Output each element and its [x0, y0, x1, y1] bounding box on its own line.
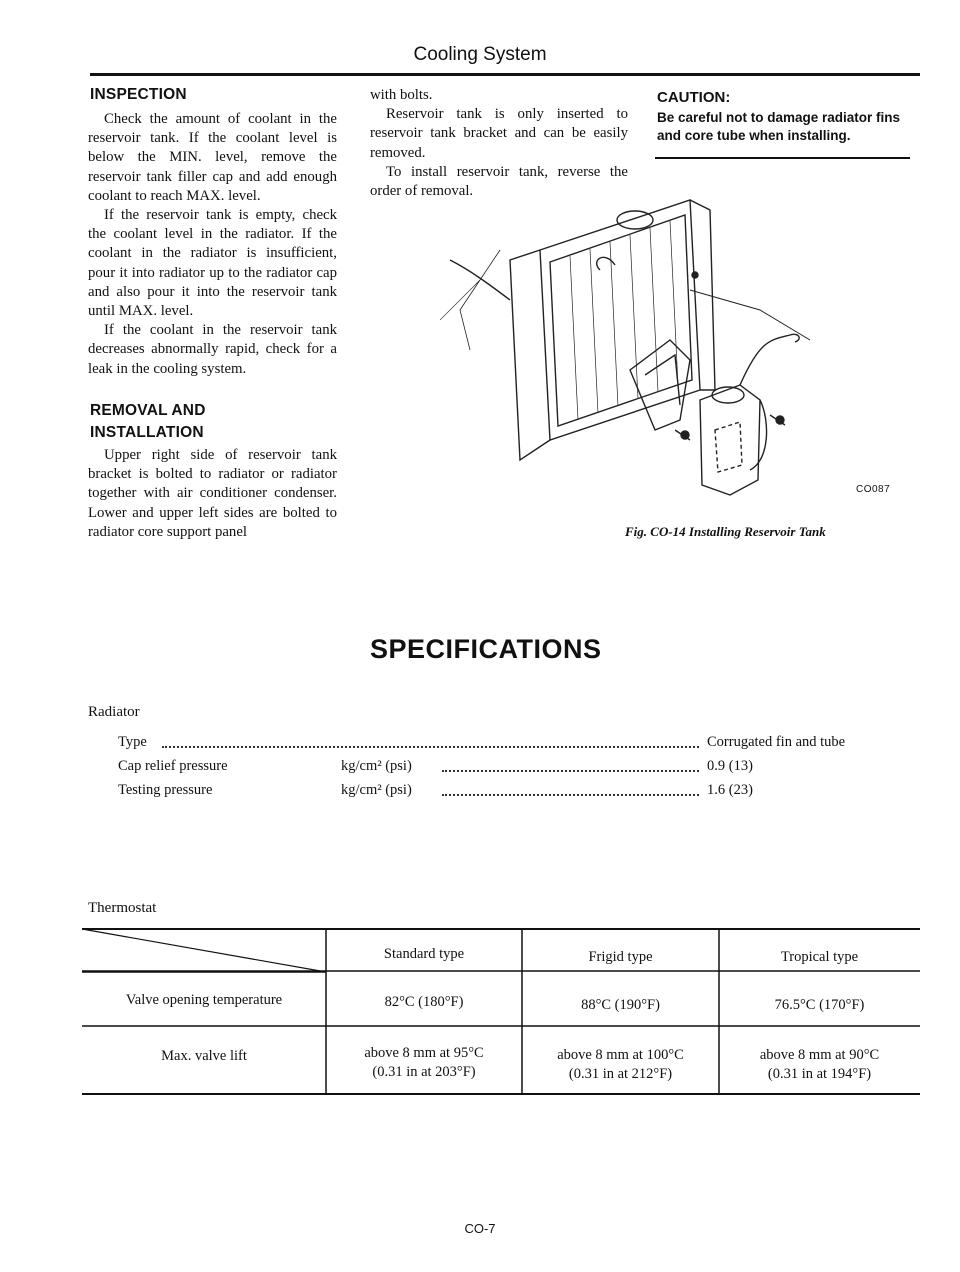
cell-line: (0.31 in at 203°F)	[372, 1064, 476, 1080]
spec-row-name: Testing pressure	[118, 782, 213, 798]
column-header-frigid: Frigid type	[588, 949, 653, 965]
spec-row-name: Type	[118, 734, 147, 750]
radiator-label: Radiator	[88, 704, 140, 720]
removal-paragraph: Upper right side of reservoir tank bracket is bolted to radiator or radiator together with air conditioner condenser. Lower and upper left sides are bolted to radiator core support panel	[88, 447, 337, 540]
cell-line: (0.31 in at 212°F)	[568, 1066, 673, 1082]
leader-dots	[442, 770, 699, 772]
caution-heading: CAUTION:	[657, 89, 731, 106]
spec-row-value: Corrugated fin and tube	[707, 734, 846, 750]
cell-value: 82°C (180°F)	[384, 994, 464, 1010]
leader-dots	[442, 794, 699, 796]
header-rule	[90, 73, 920, 76]
spec-row-name: Cap relief pressure	[118, 758, 228, 774]
cell-value: 88°C (190°F)	[581, 997, 660, 1013]
removal-heading-line2: INSTALLATION	[90, 424, 204, 441]
removal-text	[88, 446, 337, 542]
column-header-tropical: Tropical type	[780, 949, 859, 965]
removal-heading-line1: REMOVAL AND	[90, 402, 206, 419]
cell-value: 76.5°C (170°F)	[774, 997, 865, 1013]
specifications-title: SPECIFICATIONS	[370, 634, 602, 664]
cell-line: (0.31 in at 194°F)	[767, 1066, 872, 1082]
spec-row-unit: kg/cm² (psi)	[341, 758, 412, 774]
inspection-paragraph: If the coolant in the reservoir tank decreases abnormally rapid, check for a leak in the cooling system.	[88, 322, 337, 377]
caution-text: Be careful not to damage radiator fins and core tube when installing.	[657, 110, 901, 143]
thermostat-label: Thermostat	[88, 900, 157, 916]
radiator-cap	[617, 211, 653, 229]
caution-rule	[655, 157, 910, 159]
cell-value	[719, 1046, 920, 1084]
inspection-paragraph: Check the amount of coolant in the reservoir tank. If the coolant level is below the MIN. level, remove the reservoir tank filler cap and add enough coolant to reach MAX. level.	[88, 111, 337, 204]
cell-line: above 8 mm at 90°C	[759, 1047, 880, 1063]
middle-paragraph: Reservoir tank is only inserted to reservoir tank bracket and can be easily removed.	[370, 106, 628, 161]
figure-caption: Fig. CO-14 Installing Reservoir Tank	[625, 524, 826, 539]
reservoir-bracket	[630, 340, 690, 430]
reservoir-tank-illustration	[440, 190, 820, 510]
inspection-paragraph: If the reservoir tank is empty, check the coolant level in the radiator. If the coolant in the radiator is insufficient, pour it into radiator up to the radiator cap and also pour it into the reservoir tank until MAX. level.	[88, 207, 337, 320]
reservoir-tank	[700, 385, 760, 495]
figure-code: CO087	[856, 484, 891, 495]
inspection-text	[88, 110, 337, 379]
spec-row-unit: kg/cm² (psi)	[341, 782, 412, 798]
inspection-heading: INSPECTION	[90, 86, 187, 103]
column-header-standard: Standard type	[383, 946, 465, 962]
row-label-max-valve-lift: Max. valve lift	[161, 1048, 247, 1064]
spec-row-value: 0.9 (13)	[707, 758, 753, 774]
cell-value	[326, 1044, 522, 1082]
continued-text: with bolts.	[370, 87, 433, 103]
middle-text	[370, 86, 628, 201]
leader-dots	[162, 746, 699, 748]
row-label-valve-opening: Valve opening temperature	[125, 992, 283, 1008]
page-header: Cooling System	[413, 44, 547, 65]
cell-line: above 8 mm at 95°C	[364, 1045, 484, 1061]
spec-row-value: 1.6 (23)	[707, 782, 753, 798]
middle-paragraph: To install reservoir tank, reverse the order of removal.	[370, 163, 628, 200]
cell-value	[522, 1046, 719, 1084]
cell-line: above 8 mm at 100°C	[557, 1047, 684, 1063]
removal-heading	[90, 400, 206, 444]
page-number: CO-7	[464, 1221, 496, 1236]
